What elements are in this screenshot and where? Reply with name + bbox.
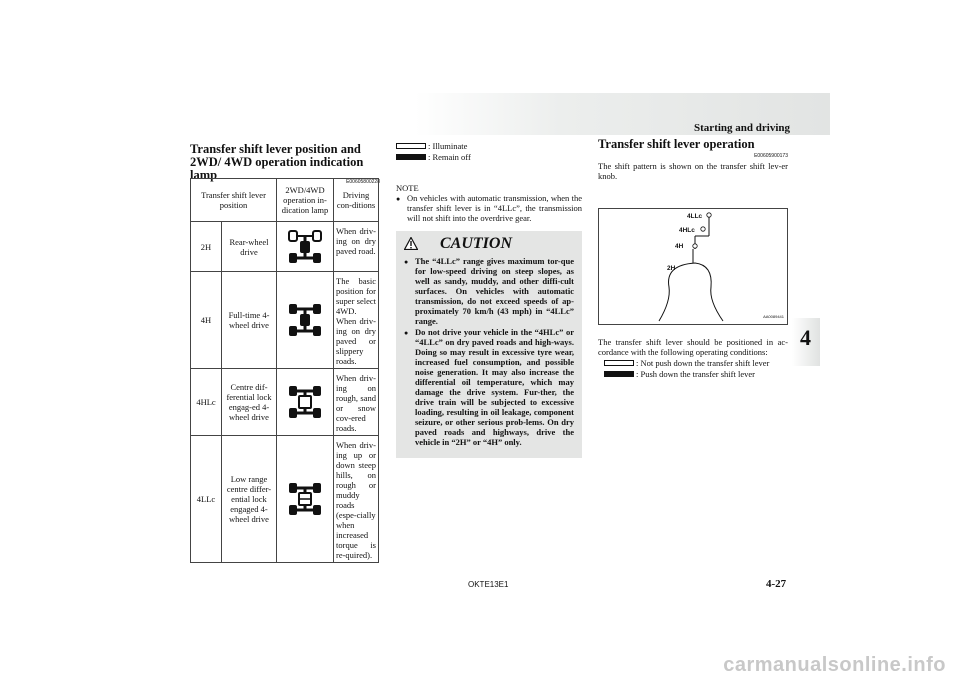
- note-text: On vehicles with automatic transmission, when the transfer shift lever is in “4LLc”, the transmission will not shift into the overdrive gear.: [407, 193, 582, 223]
- chapter-number: 4: [800, 325, 811, 350]
- lever-position: 4HLc: [191, 369, 222, 436]
- solid-bar-icon: [396, 154, 426, 160]
- lamp-cell: [277, 272, 334, 369]
- caution-box: [396, 231, 582, 458]
- drive-mode: Full-time 4-wheel drive: [222, 272, 277, 369]
- caution-item: [404, 327, 574, 447]
- section-code: E00605800228: [346, 179, 380, 185]
- middle-column: [396, 140, 582, 458]
- shift-knob-illustration: [599, 209, 787, 324]
- drive-mode: Low range centre differ-ential lock engaged 4-wheel drive: [222, 436, 277, 563]
- bullet-icon: ●: [404, 329, 409, 337]
- open-bar-icon: [604, 360, 634, 366]
- legend-not-push-label: : Not push down the transfer shift lever: [636, 357, 770, 368]
- figure-code: AA0089441: [763, 314, 784, 319]
- drive-mode: Rear-wheel drive: [222, 222, 277, 272]
- open-bar-icon: [396, 143, 426, 149]
- section2-title: Transfer shift lever operation: [598, 137, 755, 151]
- bullet-icon: ●: [396, 195, 401, 203]
- watermark: carmanualsonline.info: [723, 654, 946, 676]
- shift-label-2h: 2H: [667, 265, 676, 272]
- table-row: [191, 272, 379, 369]
- lever-position: 2H: [191, 222, 222, 272]
- legend-remain-off: [396, 151, 582, 162]
- legend-push: [604, 368, 788, 379]
- bullet-icon: ●: [404, 258, 409, 266]
- lever-position: 4LLc: [191, 436, 222, 563]
- shift-pattern-figure: [598, 208, 788, 325]
- lamp-cell: [277, 222, 334, 272]
- legend-remain-off-label: : Remain off: [428, 151, 471, 162]
- table-row: [191, 222, 379, 272]
- drivetrain-4hlc-icon: [288, 384, 322, 420]
- lever-legend: [604, 357, 788, 379]
- section2-intro: The shift pattern is shown on the transfer shift lev-er knob.: [598, 161, 788, 181]
- note-heading: NOTE: [396, 183, 419, 193]
- lever-position: 4H: [191, 272, 222, 369]
- solid-bar-icon: [604, 371, 634, 377]
- legend-not-push: [604, 357, 788, 368]
- shift-label-4h: 4H: [675, 243, 684, 250]
- driving-conditions: When driv-ing on dry paved road.: [334, 222, 379, 272]
- header-position: Transfer shift lever position: [191, 179, 277, 222]
- page-number: 4-27: [766, 578, 787, 590]
- drivetrain-4h-icon: [288, 302, 322, 338]
- right-column: [598, 138, 788, 379]
- drive-mode: Centre dif-ferential lock engag-ed 4-wheel drive: [222, 369, 277, 436]
- legend-illuminate-label: : Illuminate: [428, 140, 468, 151]
- footer-code: OKTE13E1: [468, 580, 509, 589]
- shift-label-4llc: 4LLc: [687, 213, 703, 220]
- section2-paragraph: The transfer shift lever should be positioned in ac-cordance with the following operating conditions:: [598, 337, 788, 357]
- indication-table: [190, 178, 379, 563]
- shift-label-4hlc: 4HLc: [679, 227, 695, 234]
- caution-item: [404, 256, 574, 326]
- warning-triangle-icon: [404, 237, 418, 250]
- section2-code: E00605900173: [754, 153, 788, 159]
- header-conditions: Driving con-ditions: [334, 179, 379, 222]
- running-header: Starting and driving: [694, 122, 790, 134]
- driving-conditions: When driv-ing up or down steep hills, on rough or muddy roads (espe-cially when increased torque is re-quired).: [334, 436, 379, 563]
- legend-push-label: : Push down the transfer shift lever: [636, 368, 755, 379]
- caution-title: CAUTION: [440, 234, 513, 252]
- lamp-cell: [277, 369, 334, 436]
- header-lamp: 2WD/4WD operation in-dication lamp: [277, 179, 334, 222]
- table-header-row: [191, 179, 379, 222]
- note-item: [396, 193, 582, 223]
- table-row: [191, 369, 379, 436]
- section-title: Transfer shift lever position and 2WD/ 4WD operation indication lamp: [190, 142, 364, 182]
- caution-header: [404, 234, 574, 252]
- driving-conditions: The basic position for super select 4WD. When driv-ing on dry paved or slippery roads.: [334, 272, 379, 369]
- table-row: [191, 436, 379, 563]
- caution-text: Do not drive your vehicle in the “4HLc” or “4LLc” on dry paved roads and high-ways. Doing so may result in excessive tyre wear, increased fuel consumption, and possible noise generation. It may also increase the differential oil temperature, which may damage the drive system. Fur-ther, the drive train will be subjected to excessive loading, resulting in oil leakage, component seizure, or other serious prob-lems. On dry paved roads and highways, drive the vehicle in “2H” or “4H” only.: [415, 327, 574, 447]
- caution-text: The “4LLc” range gives maximum tor-que for low-speed driving on steep slopes, as well as sandy, muddy, and other diffi-cult surfaces. On vehicles with automatic transmission, do not exceed speeds of ap-proximately 70 km/h (43 mph) in “4LLc” range.: [415, 256, 574, 326]
- driving-conditions: When driv-ing on rough, sand or snow cov-ered roads.: [334, 369, 379, 436]
- lamp-cell: [277, 436, 334, 563]
- drivetrain-4llc-icon: [288, 481, 322, 517]
- legend-illuminate: [396, 140, 582, 151]
- drivetrain-2h-icon: [288, 229, 322, 265]
